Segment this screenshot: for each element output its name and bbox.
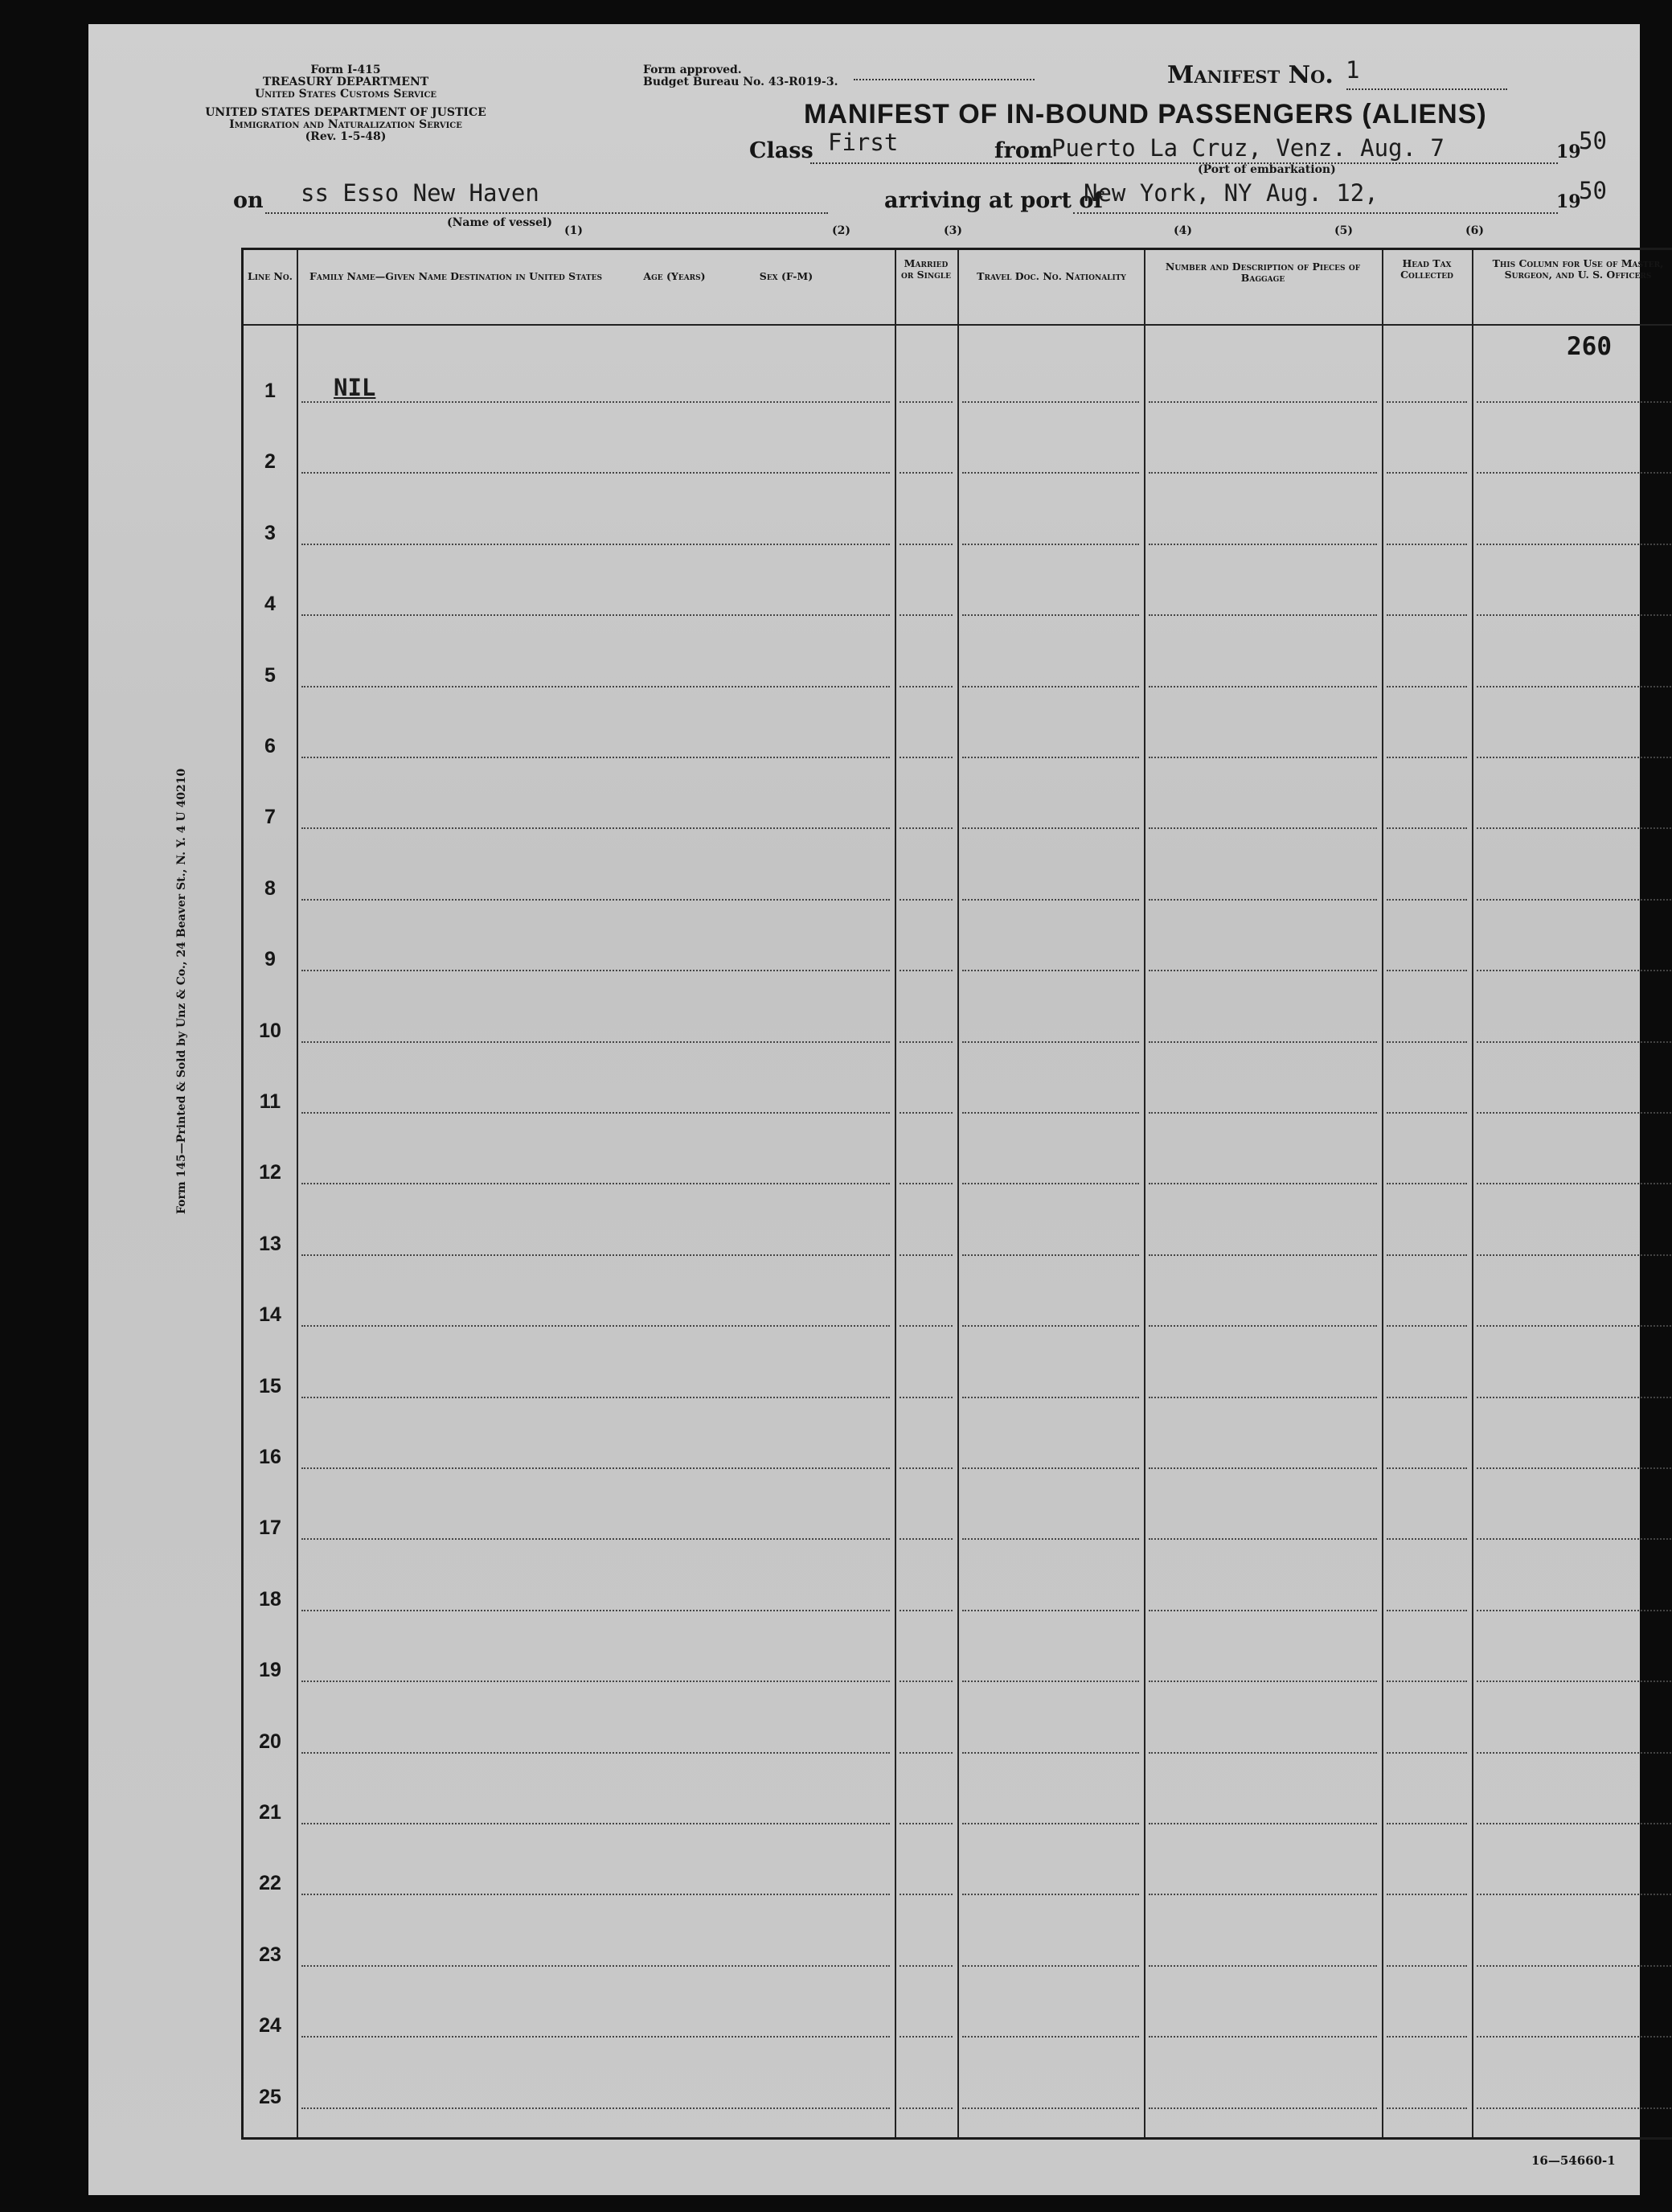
row-number: 11 bbox=[259, 1090, 281, 1113]
from-year-prefix: 19 bbox=[1556, 142, 1581, 162]
class-value: First bbox=[828, 129, 899, 156]
table-row bbox=[244, 1545, 1672, 1616]
table-row bbox=[244, 550, 1672, 621]
service-name: United States Customs Service bbox=[254, 88, 437, 101]
arriving-value: New York, NY Aug. 12, bbox=[1084, 179, 1379, 207]
class-label: Class bbox=[749, 138, 813, 163]
table-row bbox=[244, 1403, 1672, 1474]
row-number: 13 bbox=[259, 1232, 281, 1255]
col-header-line: Line No. bbox=[247, 270, 293, 282]
table-row bbox=[244, 1759, 1672, 1829]
row-number: 19 bbox=[259, 1659, 281, 1682]
on-label: on bbox=[233, 188, 264, 213]
immigration-name: Immigration and Naturalization Service bbox=[229, 118, 462, 131]
manifest-no-value: 1 bbox=[1346, 56, 1360, 84]
row-number: 10 bbox=[259, 1019, 281, 1042]
table-row bbox=[244, 1688, 1672, 1759]
table-row bbox=[244, 479, 1672, 550]
from-label: from bbox=[994, 138, 1053, 163]
col-header-baggage: Number and Description of Pieces of Baggage bbox=[1165, 261, 1361, 284]
arriving-year: 50 bbox=[1579, 177, 1607, 204]
row-number: 9 bbox=[264, 948, 276, 971]
col-header-age: Age (Years) bbox=[643, 270, 706, 282]
approved-note: Form approved. bbox=[643, 64, 742, 76]
table-row bbox=[244, 1474, 1672, 1545]
budget-note: Budget Bureau No. 43-R019-3. bbox=[643, 76, 838, 88]
col-header-name: Family Name—Given Name Destination in United States bbox=[309, 270, 602, 282]
table-row bbox=[244, 905, 1672, 976]
entry-name-line-1: NIL bbox=[334, 374, 376, 401]
stamp-number: 260 bbox=[1567, 332, 1612, 361]
row-number: 16 bbox=[259, 1446, 281, 1468]
table-row bbox=[244, 1616, 1672, 1687]
row-number: 7 bbox=[264, 806, 276, 829]
from-value: Puerto La Cruz, Venz. Aug. 7 bbox=[1051, 134, 1445, 162]
col-header-sex: Sex (F-M) bbox=[759, 270, 813, 282]
row-number: 1 bbox=[264, 380, 276, 402]
table-row bbox=[244, 1972, 1672, 2042]
table-row bbox=[244, 2043, 1672, 2114]
col-number-5: (5) bbox=[1334, 224, 1353, 237]
row-number: 5 bbox=[264, 663, 276, 687]
table-row bbox=[244, 1190, 1672, 1261]
row-number: 25 bbox=[259, 2085, 281, 2108]
col-number-1: (1) bbox=[564, 224, 583, 237]
table-row bbox=[244, 763, 1672, 834]
row-number: 4 bbox=[264, 593, 276, 616]
row-number: 24 bbox=[259, 2014, 281, 2038]
row-number: 18 bbox=[259, 1587, 281, 1611]
vessel-note: (Name of vessel) bbox=[447, 216, 552, 229]
table-row bbox=[244, 835, 1672, 905]
arriving-year-prefix: 19 bbox=[1556, 191, 1581, 212]
table-row bbox=[244, 1261, 1672, 1332]
form-number: Form I-415 bbox=[310, 64, 381, 76]
col-number-4: (4) bbox=[1174, 224, 1192, 237]
table-row bbox=[244, 337, 1672, 408]
row-number: 21 bbox=[259, 1801, 281, 1824]
row-number: 22 bbox=[259, 1872, 281, 1895]
from-year: 50 bbox=[1579, 127, 1607, 154]
table-row bbox=[244, 1901, 1672, 1972]
vessel-value: ss Esso New Haven bbox=[301, 179, 539, 207]
col-header-travel: Travel Doc. No. Nationality bbox=[977, 270, 1126, 282]
justice-name: UNITED STATES DEPARTMENT OF JUSTICE bbox=[205, 106, 486, 119]
col-header-headtax: Head Tax Collected bbox=[1400, 257, 1453, 281]
arriving-label: arriving at port of bbox=[884, 188, 1104, 213]
row-number: 14 bbox=[259, 1303, 281, 1327]
footer-code: 16—54660-1 bbox=[1531, 2153, 1616, 2168]
table-row bbox=[244, 692, 1672, 763]
passenger-table bbox=[241, 248, 1672, 2140]
row-number: 8 bbox=[264, 876, 276, 900]
row-number: 6 bbox=[264, 735, 276, 757]
table-row bbox=[244, 1118, 1672, 1189]
revision: (Rev. 1-5-48) bbox=[305, 130, 387, 143]
manifest-page bbox=[88, 24, 1664, 2195]
row-number: 23 bbox=[259, 1943, 281, 1966]
table-row bbox=[244, 1048, 1672, 1118]
table-row bbox=[244, 1332, 1672, 1403]
side-printer-text: Form 145—Printed & Sold by Unz & Co., 24 Beaver St., N. Y. 4 U 40210 bbox=[175, 768, 188, 1214]
col-number-2: (2) bbox=[832, 224, 850, 237]
row-number: 17 bbox=[259, 1516, 281, 1540]
row-number: 15 bbox=[259, 1374, 281, 1397]
row-number: 20 bbox=[259, 1730, 281, 1753]
table-row bbox=[244, 1829, 1672, 1900]
table-row bbox=[244, 408, 1672, 478]
embarkation-note: (Port of embarkation) bbox=[1198, 163, 1336, 176]
col-number-6: (6) bbox=[1465, 224, 1484, 237]
table-row bbox=[244, 622, 1672, 692]
row-number: 3 bbox=[264, 521, 276, 544]
row-number: 2 bbox=[264, 450, 276, 474]
manifest-no-label: Manifest No. bbox=[1167, 61, 1334, 89]
col-header-officers: This Column for Use of Master, Surgeon, and U. S. Officers bbox=[1492, 257, 1664, 281]
table-row bbox=[244, 977, 1672, 1048]
dept-name: TREASURY DEPARTMENT bbox=[262, 76, 429, 88]
col-number-3: (3) bbox=[944, 224, 962, 237]
page-title: MANIFEST OF IN-BOUND PASSENGERS (ALIENS) bbox=[804, 99, 1487, 129]
row-number: 12 bbox=[259, 1161, 281, 1184]
col-header-married: Married or Single bbox=[900, 257, 951, 281]
